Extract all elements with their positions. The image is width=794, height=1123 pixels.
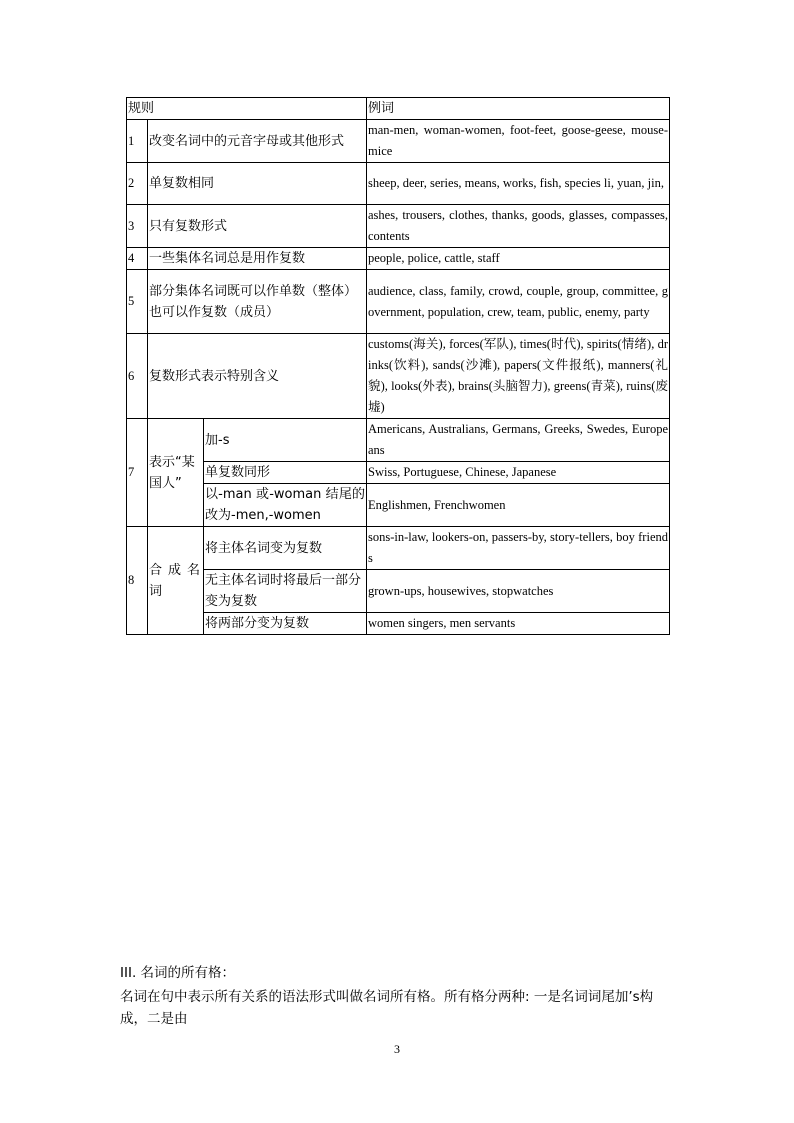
row-number: 4	[127, 248, 148, 270]
rule-cell: 复数形式表示特别含义	[148, 334, 367, 419]
table-header-row	[127, 98, 670, 120]
rule-cell: 改变名词中的元音字母或其他形式	[148, 120, 367, 163]
rule-cell: 加-s	[204, 419, 367, 462]
example-cell: Americans, Australians, Germans, Greeks, Swedes, Europeans	[367, 419, 670, 462]
row-number: 2	[127, 163, 148, 205]
rule-cell: 将两部分变为复数	[204, 613, 367, 635]
table-row	[127, 120, 670, 163]
example-cell: Englishmen, Frenchwomen	[367, 484, 670, 527]
example-cell: audience, class, family, crowd, couple, group, committee, government, population, crew, team, public, enemy, party	[367, 270, 670, 334]
table-row	[127, 248, 670, 270]
example-cell: women singers, men servants	[367, 613, 670, 635]
table-row	[127, 570, 670, 613]
table-row	[127, 462, 670, 484]
table-row	[127, 613, 670, 635]
example-cell: people, police, cattle, staff	[367, 248, 670, 270]
rule-cell: 单复数相同	[148, 163, 367, 205]
header-rule: 规则	[127, 98, 367, 120]
plural-rules-table	[126, 97, 670, 635]
rule-cell: 将主体名词变为复数	[204, 527, 367, 570]
example-cell: grown-ups, housewives, stopwatches	[367, 570, 670, 613]
rule-cell: 只有复数形式	[148, 205, 367, 248]
table-row	[127, 270, 670, 334]
table-row	[127, 419, 670, 462]
example-cell: man-men, woman-women, foot-feet, goose-geese, mouse-mice	[367, 120, 670, 163]
table-row	[127, 484, 670, 527]
row-number: 6	[127, 334, 148, 419]
page-number: 3	[394, 1042, 400, 1056]
table-row	[127, 163, 670, 205]
example-cell: sheep, deer, series, means, works, fish, species li, yuan, jin,	[367, 163, 670, 205]
row-number: 8	[127, 527, 148, 635]
row-number: 1	[127, 120, 148, 163]
example-cell: customs(海关), forces(军队), times(时代), spirits(情绪), drinks(饮料), sands(沙滩), papers(文件报纸), manners(礼貌), looks(外表), brains(头脑智力), greens(青菜), ruins(废墟)	[367, 334, 670, 419]
example-cell: Swiss, Portuguese, Chinese, Japanese	[367, 462, 670, 484]
rule-cell: 单复数同形	[204, 462, 367, 484]
header-example: 例词	[367, 98, 670, 120]
example-cell: ashes, trousers, clothes, thanks, goods, glasses, compasses, contents	[367, 205, 670, 248]
table-row	[127, 527, 670, 570]
rule-cell: 以-man 或-woman 结尾的改为-men,-women	[204, 484, 367, 527]
example-cell: sons-in-law, lookers-on, passers-by, story-tellers, boy friends	[367, 527, 670, 570]
rule-cell: 无主体名词时将最后一部分变为复数	[204, 570, 367, 613]
section-paragraph: 名词在句中表示所有关系的语法形式叫做名词所有格。所有格分两种: 一是名词词尾加’s构成，二是由	[120, 989, 654, 1027]
table-row	[127, 205, 670, 248]
rule-cell: 一些集体名词总是用作复数	[148, 248, 367, 270]
section-heading: III. 名词的所有格：	[120, 965, 236, 981]
row-number: 5	[127, 270, 148, 334]
row-number: 3	[127, 205, 148, 248]
row-number: 7	[127, 419, 148, 527]
table-row	[127, 334, 670, 419]
rule-cell: 部分集体名词既可以作单数（整体）也可以作复数（成员）	[148, 270, 367, 334]
group-label: 表示“某国人”	[148, 419, 204, 527]
group-label: 合成名词	[148, 527, 204, 635]
